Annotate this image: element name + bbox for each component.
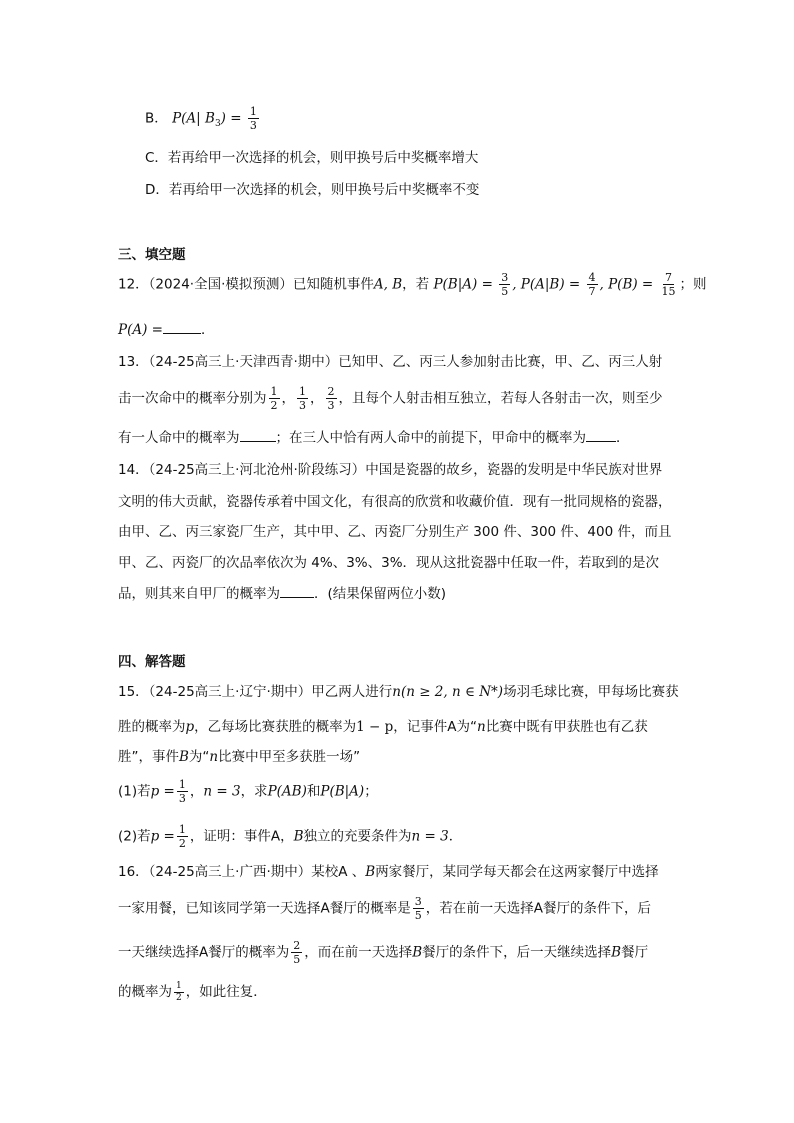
text-span: ，求 [240, 783, 268, 800]
text-span: 1 [270, 385, 278, 398]
text-span: ，乙每场比赛获胜的概率为 [194, 719, 357, 735]
text-span: 为“ [188, 749, 210, 765]
text-span: ． [200, 322, 215, 338]
question-15-line-2 [118, 715, 648, 735]
text-span: ． [616, 430, 630, 446]
text-span: P(AB) [267, 783, 307, 800]
question-14-line-3: 由甲、乙、丙三家瓷厂生产，其中甲、乙、丙瓷厂分别生产 300 件、300 件、400 件，而且 [118, 524, 672, 540]
text-span: 3 [299, 399, 306, 412]
text-span: 1 [299, 385, 306, 398]
text-span: ，且每个人射击相互独立，若每人各射击一次，则至少 [338, 390, 663, 407]
text-span: ，若 [402, 276, 430, 293]
option-d: D．若再给甲一次选择的机会，则甲换号后中奖概率不变 [145, 182, 480, 198]
text-span: (1)若 [118, 783, 151, 800]
q13-fraction-b [297, 386, 308, 411]
text-span: ，记事件A为“ [393, 719, 478, 735]
text-span: n = 3 [203, 783, 241, 800]
section-heading-fill-in: 三、填空题 [118, 247, 186, 263]
text-span: 16．（24-25高三上·广西·期中）某校A 、 [118, 864, 366, 880]
text-span: ， [189, 783, 204, 800]
text-span: 4 [588, 271, 596, 284]
text-span: P(A) = [118, 322, 163, 338]
text-span: B [179, 749, 189, 765]
text-span: , P(A|B) = [512, 276, 581, 293]
text-span: 1 [178, 778, 186, 791]
q15-part1-fraction [177, 779, 188, 804]
option-b-sub: 3 [214, 119, 221, 130]
text-span: 3 [327, 399, 335, 412]
question-12-line-1 [118, 272, 707, 297]
question-16-line-2 [118, 896, 651, 921]
text-span: 7 [665, 271, 673, 284]
text-span: 比赛中既有甲获胜也有乙获 [485, 719, 648, 735]
text-span: n [477, 719, 486, 735]
text-span: ．(结果保留两位小数) [314, 586, 447, 602]
text-span: 3 [501, 271, 509, 284]
text-span: B [412, 944, 423, 961]
text-span: ；则 [679, 276, 707, 293]
option-b-label: B． [145, 110, 168, 127]
text-span: (2)若 [118, 828, 151, 845]
text-span: 比赛中甲至多获胜一场” [218, 749, 361, 765]
text-span: ，而在前一天选择 [304, 944, 413, 961]
text-span: 3 [414, 895, 422, 908]
text-span: 有一人命中的概率为 [118, 430, 240, 446]
text-span: 5 [293, 953, 301, 966]
text-span: B [365, 864, 376, 880]
q15-part2-fraction [177, 824, 188, 849]
text-span: 3 [178, 792, 186, 805]
text-span: 2 [293, 939, 301, 952]
question-15-line-1 [118, 680, 679, 700]
text-span: ； [364, 783, 378, 800]
text-span: 胜的概率为 [118, 719, 186, 735]
question-16-line-4 [118, 980, 267, 1003]
q12-fraction-1 [499, 272, 510, 297]
text-span: 餐厅的条件下，后一天继续选择 [422, 944, 612, 961]
text-span: 和 [306, 783, 321, 800]
question-13-line-1: 13．（24-25高三上·天津西青·期中）已知甲、乙、丙三人参加射击比赛，甲、乙、丙三人射 [118, 354, 663, 370]
text-span: 12．（2024·全国·模拟预测）已知随机事件 [118, 276, 374, 293]
question-16-line-1 [118, 860, 659, 880]
answer-blank[interactable] [163, 321, 201, 334]
question-16-line-3 [118, 940, 648, 965]
text-span: 1 [176, 980, 182, 991]
text-span: 场羽毛球比赛，甲每场比赛获 [503, 684, 679, 700]
text-span: 5 [501, 285, 509, 298]
text-span: P(B|A) = [433, 276, 493, 293]
question-13-line-2: 击一次命中的概率分别为 $\frac{1}{2}$ ， $\frac{1}{3}$ ， $\frac{2}{3}$ ，且每个人射击相互独立，若每人各射击一次，则至少 [118, 385, 663, 412]
question-15-part-1 [118, 779, 378, 804]
answer-blank[interactable] [240, 429, 276, 442]
text-span: p = [150, 783, 175, 800]
text-span: ，证明：事件A， [189, 828, 294, 845]
text-span: 餐厅 [621, 944, 649, 961]
q16-fraction-3 [174, 982, 184, 1003]
option-b-expr: P(A| B [172, 110, 215, 127]
question-14-line-5 [118, 582, 446, 602]
option-b-close: ) = [220, 110, 242, 127]
text-span: 2 [327, 385, 335, 398]
text-span: 一家用餐，已知该同学第一天选择A餐厅的概率是 [118, 900, 411, 917]
answer-blank[interactable] [280, 585, 314, 598]
text-span: 品，则其来自甲厂的概率为 [118, 586, 280, 602]
text-span: 15．（24-25高三上·辽宁·期中）甲乙两人进行 [118, 684, 393, 700]
text-span: 两家餐厅，某同学每天都会在这两家餐厅中选择 [375, 864, 659, 880]
text-span: ；在三人中恰有两人命中的前提下，甲命中的概率为 [275, 430, 586, 446]
q16-fraction-1 [413, 896, 424, 921]
q13-fraction-a [269, 386, 280, 411]
section-heading-solve: 四、解答题 [118, 654, 186, 670]
q13-fraction-c [326, 386, 337, 411]
text-span: 2 [270, 399, 278, 412]
text-span: n [209, 749, 219, 765]
question-15-line-3 [118, 745, 360, 765]
q12-fraction-3 [660, 272, 678, 297]
option-b [145, 106, 261, 131]
text-span: 击一次命中的概率分别为 [118, 390, 267, 407]
text-span: P(B|A) [320, 783, 365, 800]
text-span: B [611, 944, 622, 961]
question-14-line-4: 甲、乙、丙瓷厂的次品率依次为 4%、3%、3%．现从这批瓷器中任取一件，若取到的是次 [118, 555, 660, 571]
question-15-part-2 [118, 824, 462, 849]
question-13-line-3 [118, 426, 630, 446]
text-span: 3 [249, 119, 257, 132]
text-span: 2 [178, 837, 186, 850]
question-12-line-2 [118, 318, 214, 338]
text-span: ，若在前一天选择A餐厅的条件下，后 [425, 900, 651, 917]
text-span: 独立的充要条件为 [303, 828, 412, 845]
text-span: A, B [373, 276, 403, 293]
text-span: p = [150, 828, 175, 845]
text-span: 7 [588, 285, 596, 298]
text-span: n(n ≥ 2, n ∈ N*) [392, 684, 504, 700]
question-14-line-1: 14．（24-25高三上·河北沧州·阶段练习）中国是瓷器的故乡，瓷器的发明是中华民族对世界 [118, 462, 663, 478]
text-span: 2 [176, 992, 182, 1003]
question-14-line-2: 文明的伟大贡献，瓷器传承着中国文化，有很高的欣赏和收藏价值．现有一批同规格的瓷器， [118, 494, 672, 510]
text-span: 5 [414, 909, 422, 922]
text-span: ，如此往复． [185, 984, 267, 1000]
text-span: 一天继续选择A餐厅的概率为 [118, 944, 290, 961]
q16-fraction-2 [291, 940, 302, 965]
text-span: 1 [178, 823, 186, 836]
option-b-fraction [248, 106, 259, 131]
text-span: n = 3 [411, 828, 449, 845]
option-c: C．若再给甲一次选择的机会，则甲换号后中奖概率增大 [145, 150, 479, 166]
text-span: ． [448, 828, 463, 845]
text-span: p [185, 719, 195, 735]
text-span: 15 [661, 285, 676, 298]
text-span: 1 [249, 105, 257, 118]
text-span: B [293, 828, 304, 845]
text-span: 胜”，事件 [118, 749, 179, 765]
q12-fraction-2 [587, 272, 598, 297]
answer-blank[interactable] [586, 429, 616, 442]
text-span: 1 − p [356, 719, 394, 735]
text-span: , P(B) = [599, 276, 654, 293]
text-span: 的概率为 [118, 984, 172, 1000]
